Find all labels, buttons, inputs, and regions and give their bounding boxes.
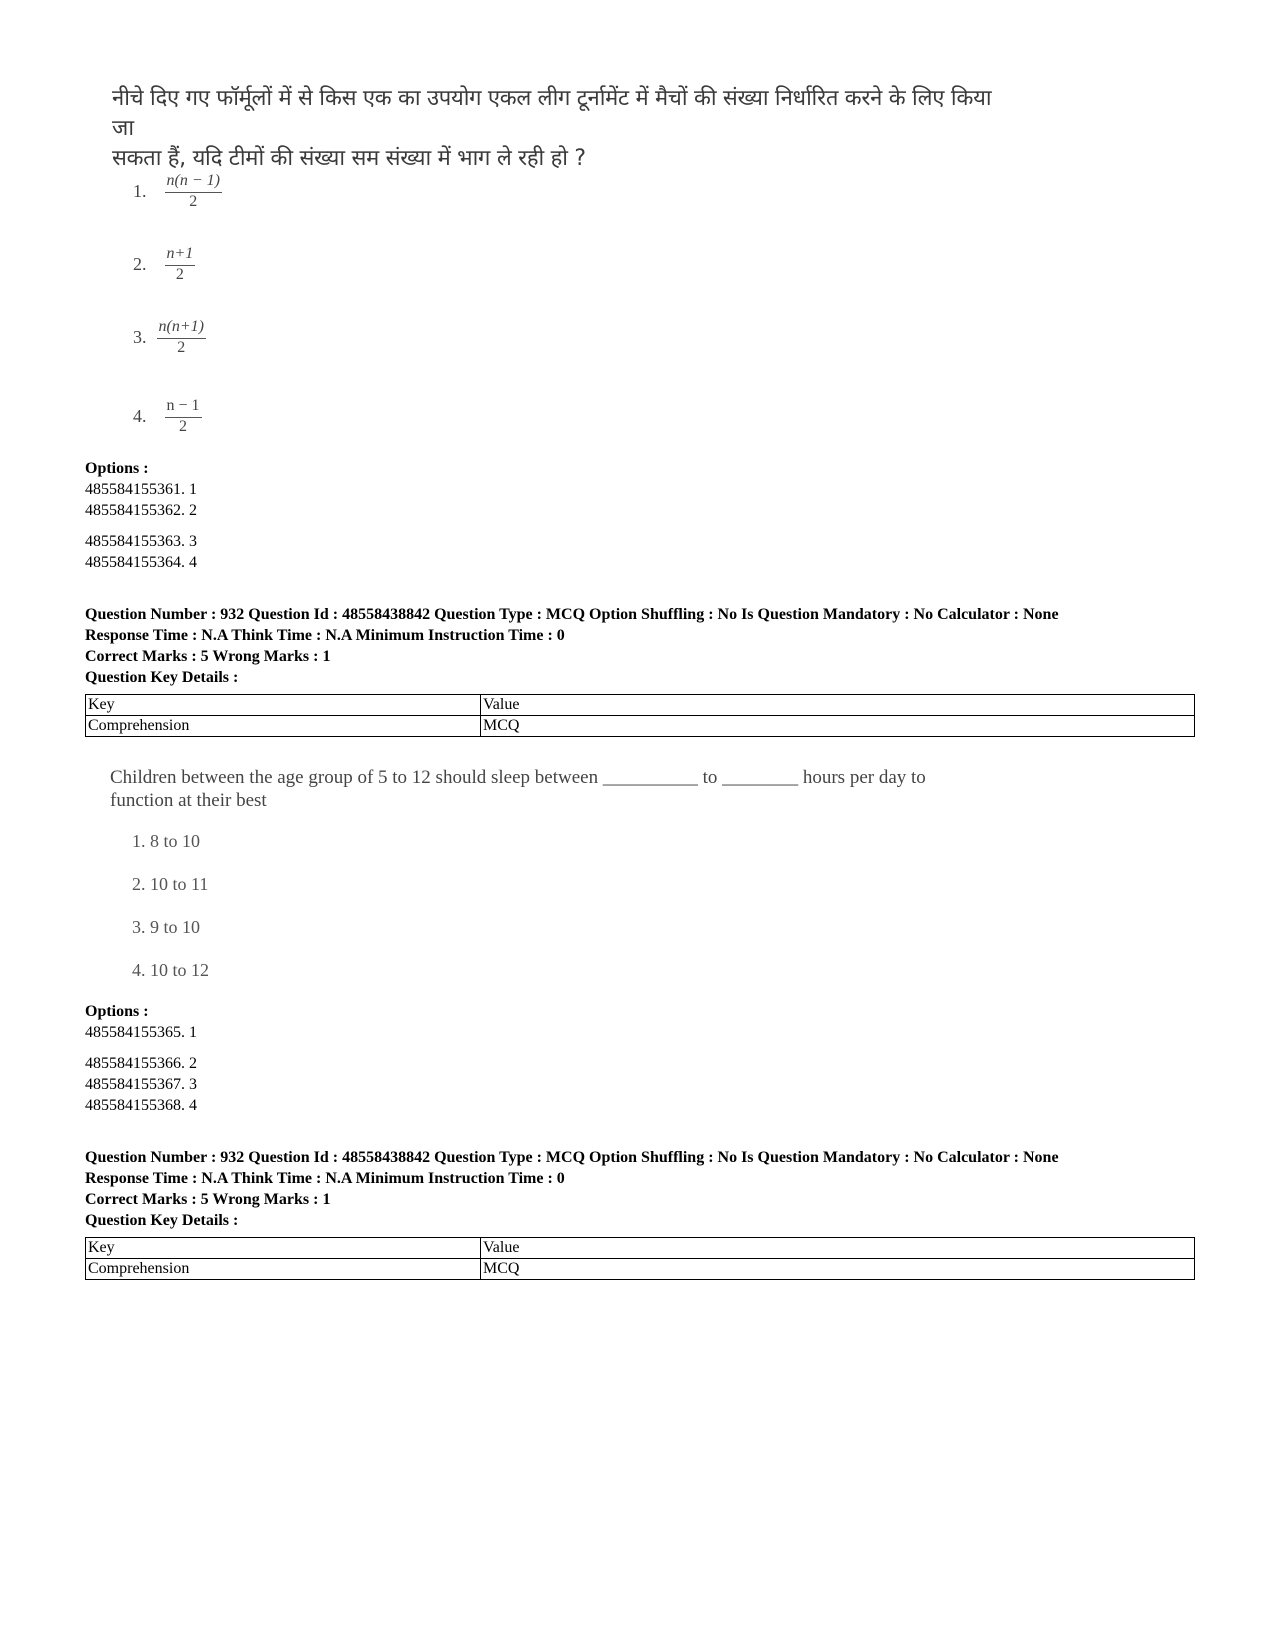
choice-number: 1. xyxy=(133,181,147,201)
english-question-text xyxy=(110,766,1010,812)
formula-fraction xyxy=(157,318,206,357)
formula-choice-1 xyxy=(133,172,222,211)
meta-question-number: Question Number : 932 Question Id : 48558438842 Question Type : MCQ Option Shuffling : No Is Question Mandatory : No Calculator : None xyxy=(85,606,1059,623)
formula-choice-4 xyxy=(133,397,202,436)
meta-response-time: Response Time : N.A Think Time : N.A Minimum Instruction Time : 0 xyxy=(85,627,565,644)
english-choice-2: 2. 10 to 11 xyxy=(132,874,209,894)
meta-key-details-label: Question Key Details : xyxy=(85,1212,239,1229)
table-header-row xyxy=(86,695,1195,716)
options-section-2 xyxy=(85,1001,197,1116)
fraction-denominator: 2 xyxy=(175,266,184,283)
fraction-numerator: n − 1 xyxy=(165,397,202,418)
meta-marks: Correct Marks : 5 Wrong Marks : 1 xyxy=(85,1191,331,1208)
hindi-question-line-1: नीचे दिए गए फॉर्मूलों में से किस एक का उपयोग एकल लीग टूर्नामेंट में मैचों की संख्या निर्धारित करने के लिए किया जा xyxy=(112,86,992,141)
option-id-line: 485584155368. 4 xyxy=(85,1097,197,1114)
option-id-line: 485584155363. 3 xyxy=(85,533,197,550)
fraction-numerator: n+1 xyxy=(165,245,196,266)
question-key-table-1 xyxy=(85,694,1195,737)
formula-fraction xyxy=(165,172,222,211)
table-row xyxy=(86,1259,1195,1280)
hindi-question-line-2: सकता हैं, यदि टीमों की संख्या सम संख्या में भाग ले रही हो ? xyxy=(112,146,586,171)
fraction-numerator: n(n − 1) xyxy=(165,172,222,193)
option-id-line: 485584155367. 3 xyxy=(85,1076,197,1093)
meta-question-number: Question Number : 932 Question Id : 48558438842 Question Type : MCQ Option Shuffling : No Is Question Mandatory : No Calculator : None xyxy=(85,1149,1059,1166)
value-cell: MCQ xyxy=(481,716,1195,737)
formula-fraction xyxy=(165,397,202,436)
english-choice-1: 1. 8 to 10 xyxy=(132,831,201,851)
english-choice-3: 3. 9 to 10 xyxy=(132,917,201,937)
key-cell: Comprehension xyxy=(86,1259,481,1280)
value-cell: MCQ xyxy=(481,1259,1195,1280)
options-section-1 xyxy=(85,458,197,573)
question-meta-1 xyxy=(85,604,1059,688)
option-id-line: 485584155365. 1 xyxy=(85,1024,197,1041)
choice-number: 3. xyxy=(133,327,147,347)
options-label: Options : xyxy=(85,1003,149,1020)
value-header: Value xyxy=(481,1238,1195,1259)
fraction-numerator: n(n+1) xyxy=(157,318,206,339)
formula-fraction xyxy=(165,245,196,284)
option-id-line: 485584155362. 2 xyxy=(85,502,197,519)
meta-marks: Correct Marks : 5 Wrong Marks : 1 xyxy=(85,648,331,665)
english-question-line-1: Children between the age group of 5 to 12 should sleep between __________ to ________ hours per day to xyxy=(110,767,926,788)
value-header: Value xyxy=(481,695,1195,716)
choice-number: 4. xyxy=(133,406,147,426)
meta-response-time: Response Time : N.A Think Time : N.A Minimum Instruction Time : 0 xyxy=(85,1170,565,1187)
english-question-line-2: function at their best xyxy=(110,790,267,811)
formula-choice-3 xyxy=(133,318,206,357)
hindi-question-text xyxy=(112,84,1012,174)
option-id-line: 485584155361. 1 xyxy=(85,481,197,498)
table-row xyxy=(86,716,1195,737)
fraction-denominator: 2 xyxy=(179,418,188,435)
options-label: Options : xyxy=(85,460,149,477)
question-meta-2 xyxy=(85,1147,1059,1231)
option-id-line: 485584155366. 2 xyxy=(85,1055,197,1072)
question-key-table-2 xyxy=(85,1237,1195,1280)
fraction-denominator: 2 xyxy=(177,339,186,356)
choice-number: 2. xyxy=(133,254,147,274)
formula-choice-2 xyxy=(133,245,195,284)
key-cell: Comprehension xyxy=(86,716,481,737)
option-id-line: 485584155364. 4 xyxy=(85,554,197,571)
meta-key-details-label: Question Key Details : xyxy=(85,669,239,686)
fraction-denominator: 2 xyxy=(189,193,198,210)
key-header: Key xyxy=(86,695,481,716)
table-header-row xyxy=(86,1238,1195,1259)
key-header: Key xyxy=(86,1238,481,1259)
english-choice-4: 4. 10 to 12 xyxy=(132,960,210,980)
